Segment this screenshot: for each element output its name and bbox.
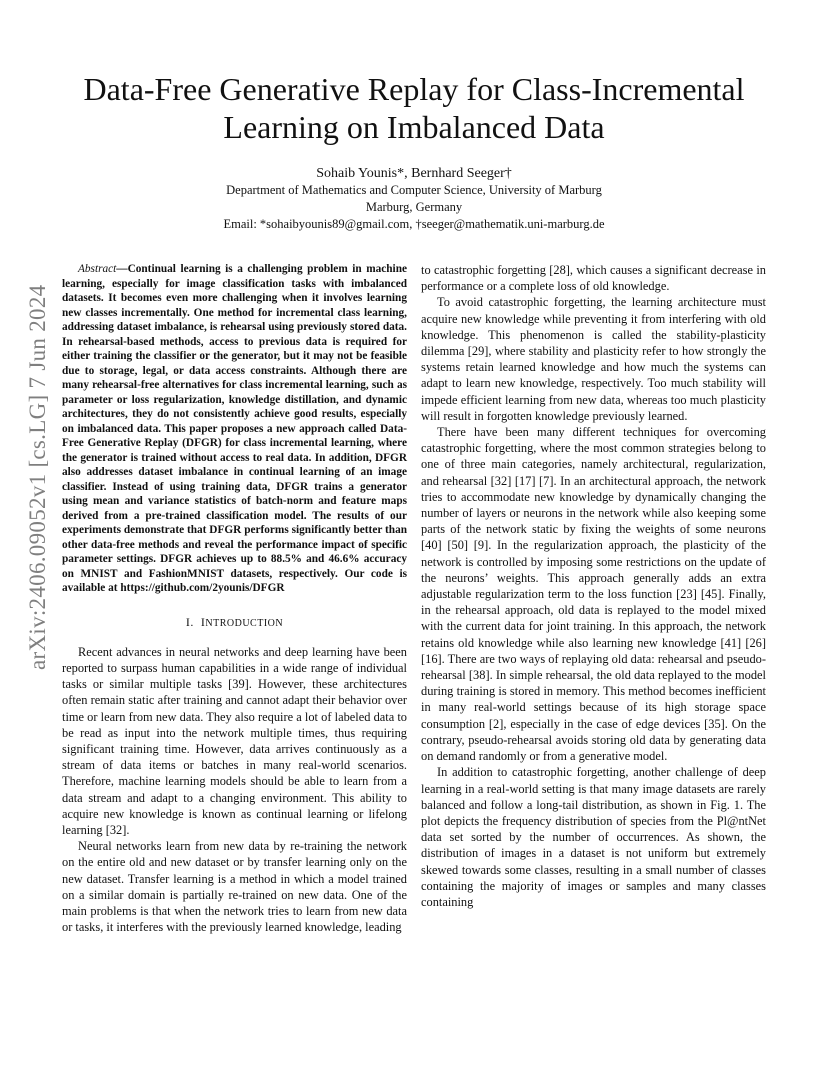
- author-emails: Email: *sohaibyounis89@gmail.com, †seeger@mathematik.uni-marburg.de: [223, 217, 605, 231]
- author-list: Sohaib Younis*, Bernhard Seeger†: [316, 166, 512, 181]
- section-heading-introduction: [62, 614, 407, 632]
- section-number: I.: [185, 614, 194, 629]
- paper-title: Data-Free Generative Replay for Class-Incremental Learning on Imbalanced Data: [83, 71, 745, 145]
- affiliation-department: Department of Mathematics and Computer Science, University of Marburg: [226, 183, 602, 197]
- intro-paragraph-1: Recent advances in neural networks and deep learning have been reported to surpass human capabilities in a wide range of individual tasks or similar multiple tasks [39]. However, these architectures often remain static after training and cannot adapt their behavior over time or learn from new data. They also require a lot of labeled data to be read as input into the network multiple times, thus requiring significant training time. However, data arrives continuously as a stream of data items or batches in many real-world scenarios. Therefore, machine learning models should be able to learn from a data stream and adapt to a changing environment. This ability to acquire new knowledge is known as continual learning or lifelong learning [32].: [62, 644, 407, 837]
- right-column: [421, 262, 766, 910]
- abstract: [62, 262, 407, 596]
- arxiv-side-label: arXiv:2406.09052v1 [cs.LG] 7 Jun 2024: [25, 284, 50, 670]
- right-paragraph-1: to catastrophic forgetting [28], which causes a significant decrease in performance or a complete loss of old knowledge.: [421, 263, 766, 294]
- section-title-smallcaps: NTRODUCTION: [205, 617, 284, 629]
- affiliation-location: Marburg, Germany: [365, 200, 463, 214]
- left-column: [62, 262, 407, 935]
- right-paragraph-2: To avoid catastrophic forgetting, the learning architecture must acquire new knowledge while preventing it from interfering with old knowledge. This phenomenon is called the stability-plasticity dilemma [29], where stability and plasticity refer to how strongly the systems retain learned knowledge and how much the systems can adapt to learn new knowledge, respectively. Too much stability will impede efficient learning from new data, whereas too much plasticity will result in forgotten knowledge previously learned.: [421, 295, 766, 423]
- section-title-initial: I: [200, 614, 206, 629]
- right-paragraph-4: In addition to catastrophic forgetting, another challenge of deep learning in a real-world setting is that many image datasets are rarely balanced and follow a long-tail distribution, as shown in Fig. 1. The plot depicts the frequency distribution of species from the Pl@ntNet data set sorted by the number of occurrences. As shown, the distribution of images in a dataset is not uniform but extremely skewed towards some classes, resulting in a small number of classes containing the majority of images or samples and many classes containing: [421, 765, 766, 909]
- intro-paragraph-2: Neural networks learn from new data by re-training the network on the entire old and new dataset or by transfer learning only on the new dataset. Transfer learning is a method in which a model trained on a similar domain is partially re-trained on new data. One of the main problems is that when the network tries to learn from new data or tasks, it interferes with the previously learned knowledge, leading: [62, 839, 407, 935]
- abstract-label: Abstract: [78, 263, 117, 275]
- abstract-text: —Continual learning is a challenging problem in machine learning, especially for image classification tasks with imbalanced datasets. It becomes even more challenging when it involves learning new classes incrementally. One method for incremental class learning, addressing dataset imbalance, is rehearsal using previously stored data. In rehearsal-based methods, access to previous data is required for either training the classifier or the generator, but it may not be feasible due to storage, legal, or data access constraints. Although there are many rehearsal-free alternatives for class incremental learning, such as parameter or loss regularization, knowledge distillation, and dynamic architectures, they do not consistently achieve good results, especially on imbalanced data. This paper proposes a new approach called Data-Free Generative Replay (DFGR) for class incremental learning, where the generator is trained without access to real data. In addition, DFGR also addresses dataset imbalance in continual learning of an image classifier. Instead of using training data, DFGR trains a generator using mean and variance statistics of batch-norm and feature maps derived from a pre-trained classification model. The results of our experiments demonstrate that DFGR performs significantly better than other data-free methods and reveal the performance impact of specific parameter settings. DFGR achieves up to 88.5% and 46.6% accuracy on MNIST and FashionMNIST datasets, respectively. Our code is available at https://github.com/2younis/DFGR: [62, 263, 407, 594]
- right-paragraph-3: There have been many different techniques for overcoming catastrophic forgetting, where the most common strategies belong to one of three main categories, namely architectural, regularization, and rehearsal [32] [17] [7]. In an architectural approach, the network tries to accommodate new knowledge by dynamically changing the number of layers or neurons in the network while also keeping some parts of the network static by fixing the weights of some neurons [40] [50] [9]. In the regularization approach, the plasticity of the network is controlled by imposing some restrictions on the update of the neurons’ weights. This approach generally adds an extra adjustable regularization term to the loss function [23] [45]. Finally, in the rehearsal approach, old data is replayed to the model mixed with the current data for joint training. In this approach, the network retains old knowledge while also learning new knowledge [41] [26] [16]. There are two ways of replaying old data: rehearsal and pseudo-rehearsal [38]. In simple rehearsal, the old data replayed to the model during training is stored in memory. This method becomes inefficient in many real-world settings because of its high storage space consumption [2], especially in the case of edge devices [35]. On the contrary, pseudo-rehearsal avoids storing old data by generating data on demand randomly or from a generative model.: [421, 425, 766, 764]
